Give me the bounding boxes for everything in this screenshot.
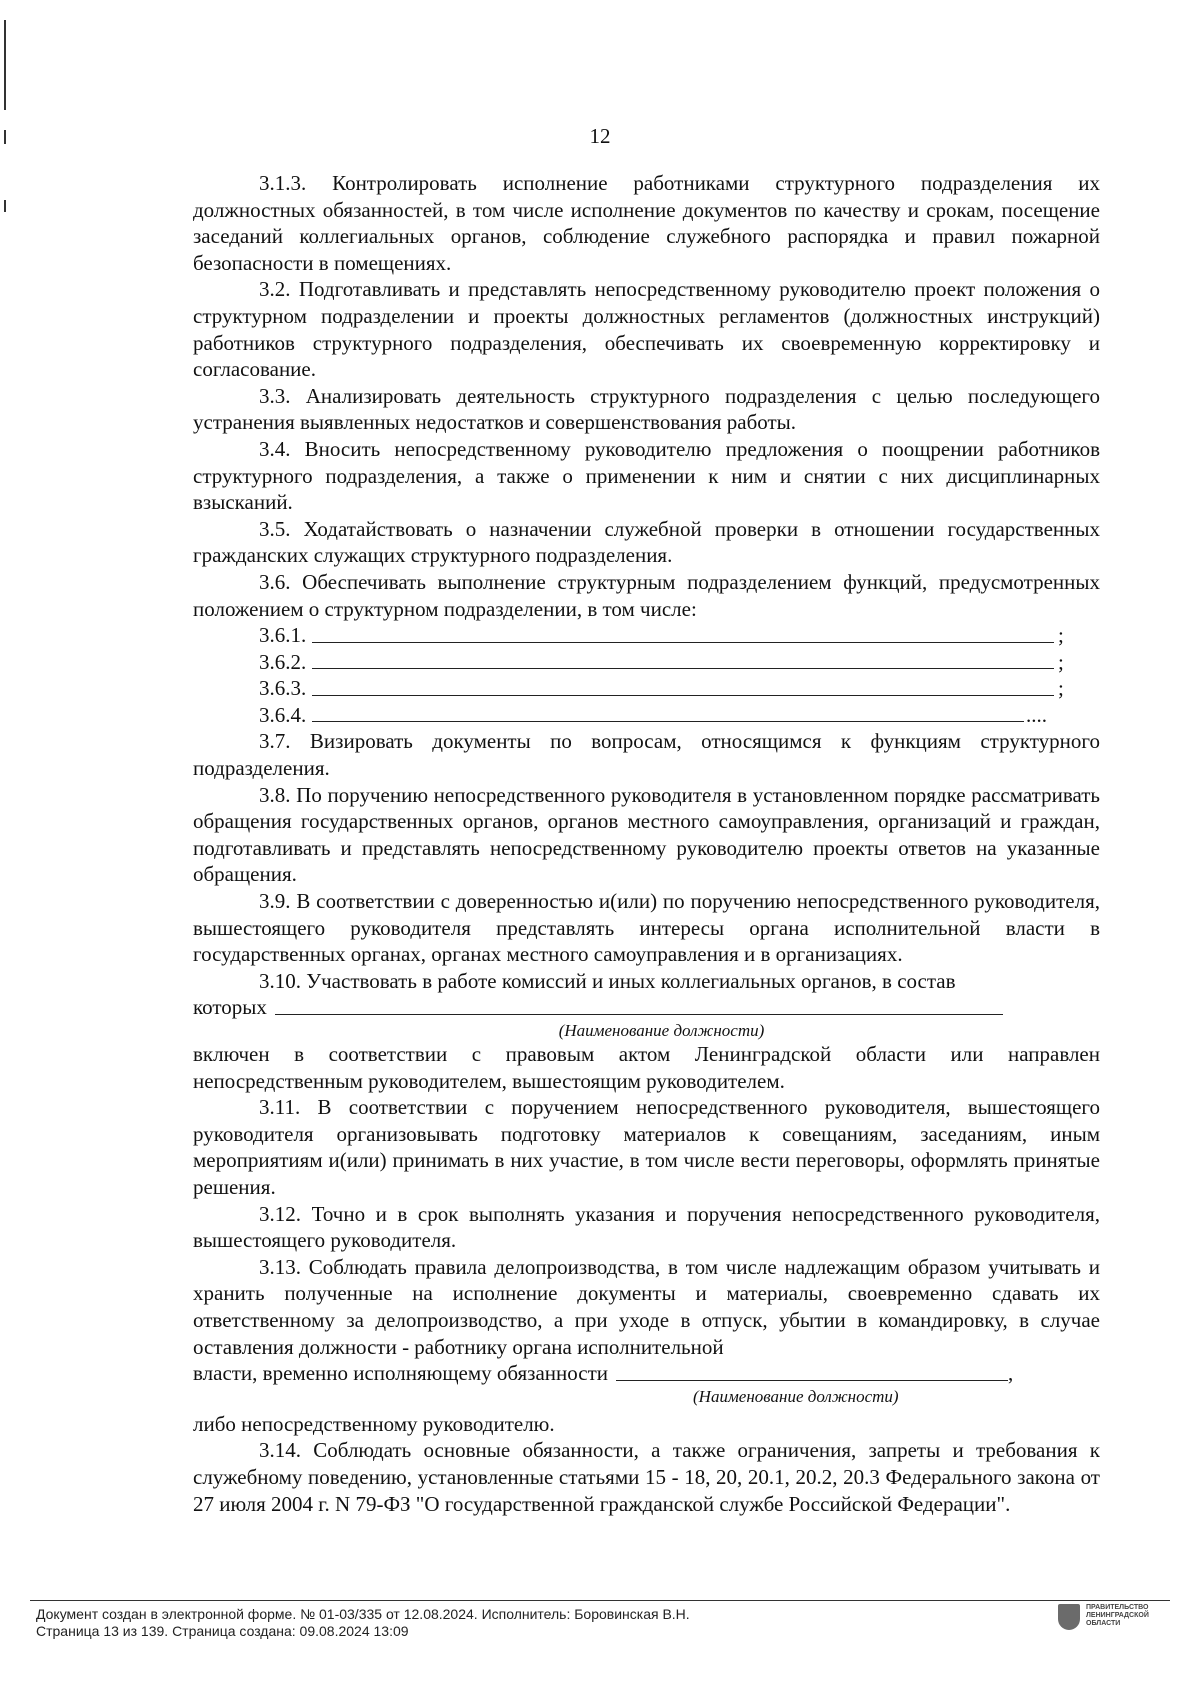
- blank-end: ;: [1058, 623, 1064, 648]
- blank-line-3-6-3: [193, 675, 1100, 702]
- blank-end: ;: [1058, 676, 1064, 701]
- fill-line: [312, 668, 1054, 669]
- paragraph-3-12: 3.12. Точно и в срок выполнять указания и поручения непосредственного руководителя, вышестоящего руководителя.: [193, 1201, 1100, 1253]
- paragraph-3-13-continued: либо непосредственному руководителю.: [193, 1411, 555, 1436]
- footer-line-1: Документ создан в электронной форме. № 01-03/335 от 12.08.2024. Исполнитель: Боровинская В.Н.: [36, 1606, 690, 1622]
- coat-of-arms-icon: [1058, 1604, 1080, 1630]
- seal-line-3: ОБЛАСТИ: [1086, 1620, 1121, 1627]
- paragraph-3-10-blank: [193, 994, 1100, 1021]
- paragraph-3-11: 3.11. В соответствии с поручением непосредственного руководителя, вышестоящего руководителя организовывать подготовку материалов к совещаниям, заседаниям, иным мероприятиям и(или) принимать в них участие, в том числе вести переговоры, оформлять принятые решения.: [193, 1095, 1100, 1199]
- blank-end: ....: [1026, 702, 1047, 727]
- blank-end: ;: [1058, 649, 1064, 674]
- paragraph-3-10: 3.10. Участвовать в работе комиссий и иных коллегиальных органов, в состав: [259, 968, 956, 993]
- blank-label: 3.6.3.: [259, 676, 307, 701]
- paragraph-3-5: 3.5. Ходатайствовать о назначении служебной проверки в отношении государственных гражданских служащих структурного подразделения.: [193, 516, 1100, 568]
- government-seal: [1058, 1604, 1156, 1630]
- blank-end: ,: [1008, 1361, 1014, 1386]
- document-footer: [36, 1606, 690, 1640]
- blank-label: 3.6.1.: [259, 623, 307, 648]
- paragraph-3-8: 3.8. По поручению непосредственного руководителя в установленном порядке рассматривать обращения государственных органов, органов местного самоуправления, организаций и граждан, подготавливать и представлять непосредственному руководителю проекты ответов на указанные обращения.: [193, 782, 1100, 887]
- paragraph-3-2: 3.2. Подготавливать и представлять непосредственному руководителю проект положения о структурном подразделении и проекты должностных регламентов (должностных инструкций) работников структурного подразделения, обеспечивать их своевременную корректировку и согласование.: [193, 277, 1100, 382]
- blank-line-3-6-1: [193, 622, 1100, 649]
- blank-label: 3.6.2.: [259, 649, 307, 674]
- seal-line-1: ПРАВИТЕЛЬСТВО: [1086, 1604, 1149, 1611]
- seal-text: [1086, 1604, 1156, 1628]
- paragraph-3-14: 3.14. Соблюдать основные обязанности, а также ограничения, запреты и требования к служебному поведению, установленные статьями 15 - 18, 20, 20.1, 20.2, 20.3 Федерального закона от 27 июля 2004 г. N 79-ФЗ "О государственной гражданской службе Российской Федерации".: [193, 1438, 1100, 1516]
- fill-line: [616, 1380, 1008, 1381]
- fill-line: [312, 695, 1054, 696]
- paragraph-3-10-continued: включен в соответствии с правовым актом Ленинградской области или направлен непосредственным руководителем, вышестоящим руководителем.: [193, 1042, 1100, 1093]
- paragraph-3-7: 3.7. Визировать документы по вопросам, относящимся к функциям структурного подразделения.: [193, 729, 1100, 781]
- blank-label: 3.6.4.: [259, 702, 307, 727]
- paragraph-3-4: 3.4. Вносить непосредственному руководителю предложения о поощрении работников структурного подразделения, а также о применении к ним и снятии с них дисциплинарных взысканий.: [193, 436, 1100, 515]
- scan-edge-mark: [4, 20, 6, 110]
- paragraph-3-6: 3.6. Обеспечивать выполнение структурным подразделением функций, предусмотренных положением о структурном подразделении, в том числе:: [193, 569, 1100, 621]
- document-body: [193, 170, 1100, 1517]
- blank-line-3-6-4: [193, 702, 1100, 729]
- fill-line: [275, 1014, 1003, 1015]
- fill-line: [312, 721, 1024, 722]
- paragraph-3-9: 3.9. В соответствии с доверенностью и(или) по поручению непосредственного руководителя, вышестоящего руководителя представлять интересы органа исполнительной власти в государственных органах, органах местного самоуправления и в организациях.: [193, 889, 1100, 967]
- field-caption: (Наименование должности): [693, 1386, 899, 1406]
- footer-divider: [30, 1600, 1170, 1601]
- scan-edge-mark: [4, 200, 6, 212]
- blank-lead-text: власти, временно исполняющему обязанности: [193, 1361, 609, 1386]
- seal-line-2: ЛЕНИНГРАДСКОЙ: [1086, 1612, 1149, 1619]
- paragraph-3-1-3: 3.1.3. Контролировать исполнение работниками структурного подразделения их должностных обязанностей, в том числе исполнение документов по качеству и срокам, посещение заседаний коллегиальных органов, соблюдение служебного распорядка и правил пожарной безопасности в помещениях.: [193, 171, 1100, 275]
- blank-line-3-6-2: [193, 649, 1100, 676]
- field-caption: (Наименование должности): [558, 1021, 765, 1040]
- footer-line-2: Страница 13 из 139. Страница создана: 09.08.2024 13:09: [36, 1623, 409, 1639]
- fill-line: [312, 642, 1054, 643]
- blank-lead-text: которых: [193, 995, 267, 1020]
- paragraph-3-13-blank: [193, 1360, 1100, 1387]
- page-number: 12: [589, 124, 611, 148]
- paragraph-3-13: 3.13. Соблюдать правила делопроизводства, в том числе надлежащим образом учитывать и хранить полученные на исполнение документы и материалы, своевременно сдавать их ответственному за делопроизводство, а при уходе в отпуск, убытии в командировку, в случае оставления должности - работнику органа исполнительной: [193, 1254, 1100, 1359]
- paragraph-3-3: 3.3. Анализировать деятельность структурного подразделения с целью последующего устранения выявленных недостатков и совершенствования работы.: [193, 383, 1100, 435]
